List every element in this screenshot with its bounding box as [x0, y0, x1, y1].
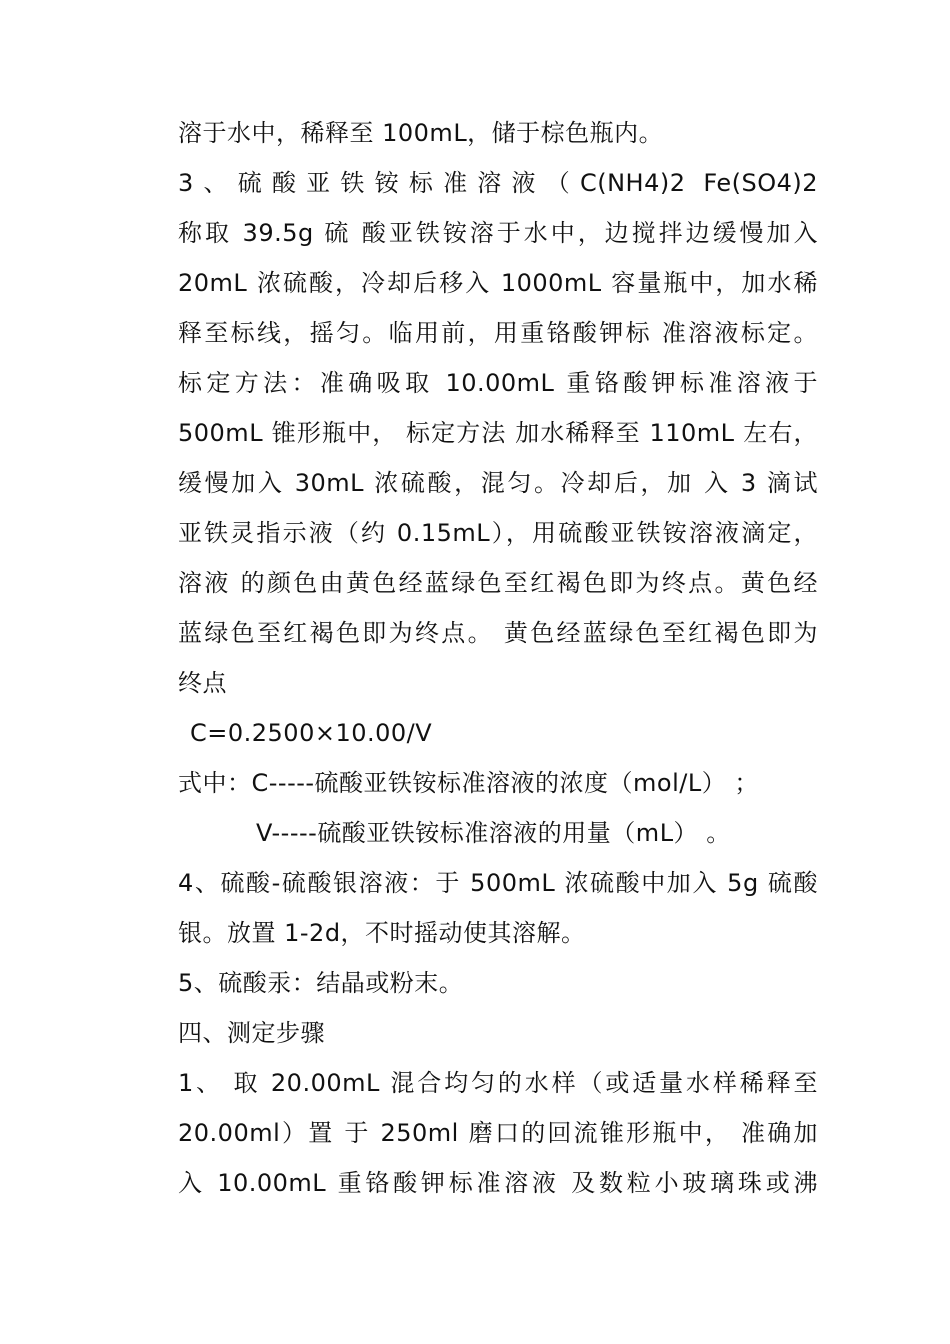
- text-line-6: 标定方法：准确吸取 10.00mL 重铬酸钾标准溶液于: [178, 369, 818, 397]
- text-line-11: 蓝绿色至红褐色即为终点。 黄色经蓝绿色至红褐色即为: [178, 619, 818, 647]
- text-line-7: 500mL 锥形瓶中， 标定方法 加水稀释至 110mL 左右，: [178, 419, 818, 447]
- text-line-4: 20mL 浓硫酸，冷却后移入 1000mL 容量瓶中，加水稀: [178, 269, 818, 297]
- text-line-17: 银。放置 1-2d，不时摇动使其溶解。: [178, 919, 586, 947]
- text-line-1: 溶于水中，稀释至 100mL，储于棕色瓶内。: [178, 119, 664, 147]
- formula-line: C=0.2500×10.00/V: [190, 719, 433, 747]
- text-line-16: 4、硫酸-硫酸银溶液：于 500mL 浓硫酸中加入 5g 硫酸: [178, 869, 818, 897]
- text-line-12: 终点: [178, 669, 227, 697]
- text-line-2: 3、硫酸亚铁铵标准溶液（C(NH4)2 Fe(SO4)2: [178, 169, 818, 197]
- text-line-5: 释至标线，摇匀。临用前，用重铬酸钾标 准溶液标定。: [178, 319, 818, 347]
- text-line-22: 入 10.00mL 重铬酸钾标准溶液 及数粒小玻璃珠或沸: [178, 1169, 818, 1197]
- section-heading: 四、测定步骤: [178, 1019, 325, 1047]
- text-line-8: 缓慢加入 30mL 浓硫酸，混匀。冷却后，加 入 3 滴试: [178, 469, 818, 497]
- legend-line-c: 式中：C-----硫酸亚铁铵标准溶液的浓度（mol/L） ；: [178, 769, 759, 797]
- text-line-3: 称取 39.5g 硫 酸亚铁铵溶于水中，边搅拌边缓慢加入: [178, 219, 818, 247]
- legend-line-v: V-----硫酸亚铁铵标准溶液的用量（mL） 。: [256, 819, 731, 847]
- text-line-21: 20.00ml）置 于 250ml 磨口的回流锥形瓶中， 准确加: [178, 1119, 818, 1147]
- text-line-20: 1、 取 20.00mL 混合均匀的水样（或适量水样稀释至: [178, 1069, 818, 1097]
- text-line-18: 5、硫酸汞：结晶或粉末。: [178, 969, 464, 997]
- text-line-9: 亚铁灵指示液（约 0.15mL），用硫酸亚铁铵溶液滴定，: [178, 519, 818, 547]
- text-line-10: 溶液 的颜色由黄色经蓝绿色至红褐色即为终点。黄色经: [178, 569, 818, 597]
- document-body: [178, 108, 818, 1208]
